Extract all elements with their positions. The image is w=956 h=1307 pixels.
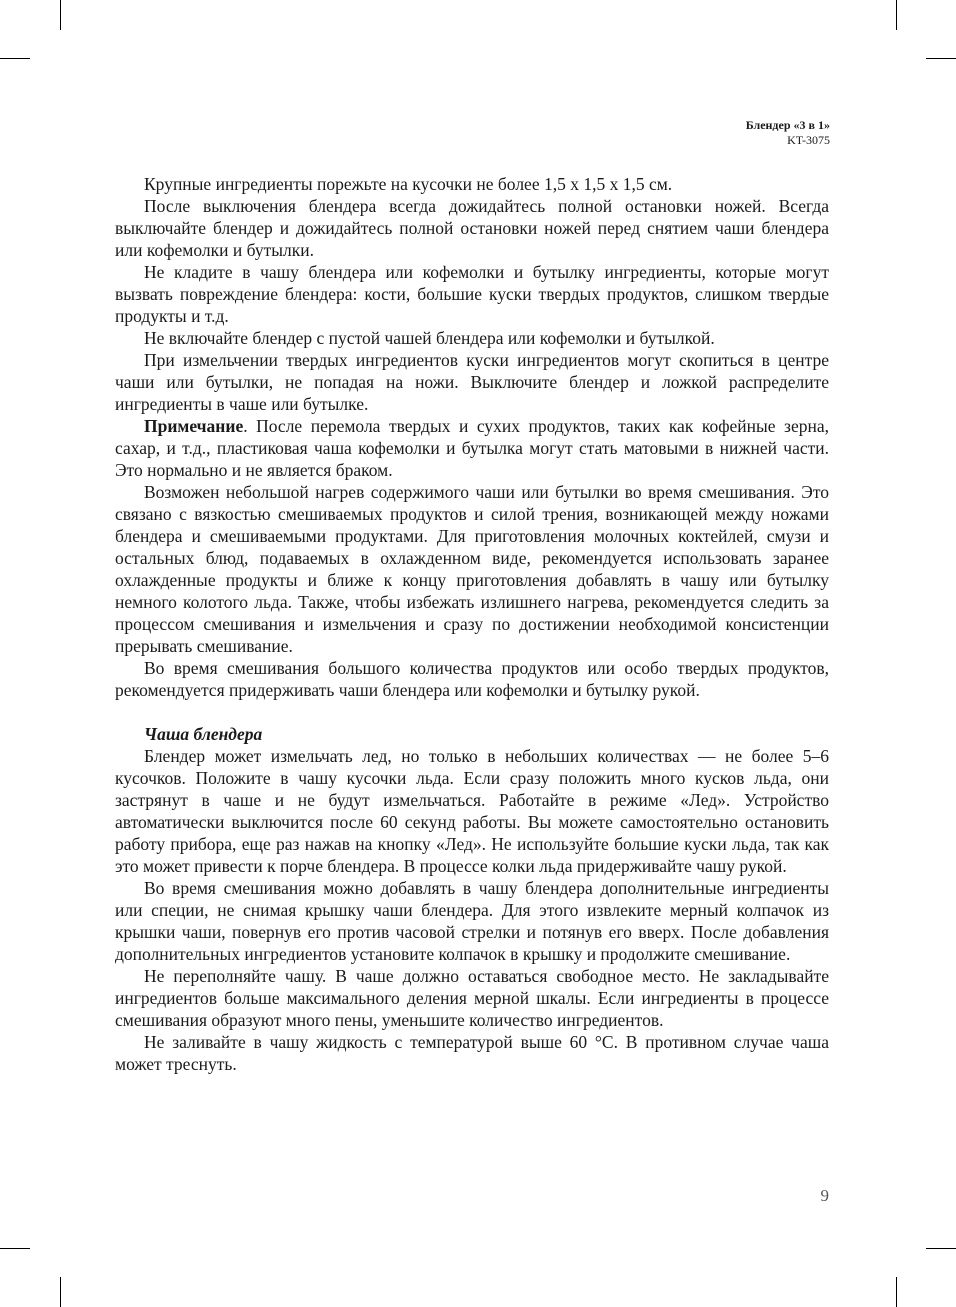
crop-mark-bottom-left bbox=[60, 1277, 61, 1307]
header-model: KT-3075 bbox=[787, 133, 830, 147]
paragraph: Крупные ингредиенты порежьте на кусочки не более 1,5 х 1,5 х 1,5 см. bbox=[144, 174, 673, 194]
crop-mark-bottom-right bbox=[896, 1277, 897, 1307]
note-label: Примечание bbox=[144, 416, 244, 436]
section-heading: Чаша блендера bbox=[144, 724, 263, 744]
page-body bbox=[115, 173, 829, 1075]
note-text: . После перемола твердых и сухих продуктов, таких как кофейные зерна, сахар, и т.д., пластиковая чаша кофемолки и бутылка могут стать матовыми в нижней части. Это нормально и не является браком. bbox=[115, 416, 829, 480]
section-paragraph: Не заливайте в чашу жидкость с температурой выше 60 °С. В противном случае чаша может треснуть. bbox=[115, 1032, 829, 1074]
paragraph: Не кладите в чашу блендера или кофемолки и бутылку ингредиенты, которые могут вызвать повреждение блендера: кости, большие куски твердых продуктов, слишком твердые продукты и т.д. bbox=[115, 262, 829, 326]
paragraph: Не включайте блендер с пустой чашей блендера или кофемолки и бутылкой. bbox=[144, 328, 715, 348]
paragraph: При измельчении твердых ингредиентов куски ингредиентов могут скопиться в центре чаши или бутылки, не попадая на ножи. Выключите блендер и ложкой распределите ингредиенты в чаше или бутылке. bbox=[115, 350, 829, 414]
paragraph: Возможен небольшой нагрев содержимого чаши или бутылки во время смешивания. Это связано с вязкостью смешиваемых продуктов и силой трения, возникающей между ножами блендера и смешиваемыми продуктами. Для приготовления молочных коктейлей, смузи и остальных блюд, подаваемых в охлажденном виде, рекомендуется использовать заранее охлажденные продукты и ближе к концу приготовления добавлять в чашу или бутылку немного колотого льда. Также, чтобы избежать излишнего нагрева, рекомендуется следить за процессом смешивания и измельчения и сразу по достижении необходимой консистенции прерывать смешивание. bbox=[115, 482, 829, 656]
running-header bbox=[746, 118, 830, 148]
section-paragraph: Не переполняйте чашу. В чаше должно оставаться свободное место. Не закладывайте ингредиентов больше максимального деления мерной шкалы. Если ингредиенты в процессе смешивания образуют много пены, уменьшите количество ингредиентов. bbox=[115, 966, 829, 1030]
crop-mark-top-left bbox=[60, 0, 61, 30]
note-paragraph bbox=[115, 415, 829, 481]
crop-mark-bottom-right-h bbox=[926, 1248, 956, 1249]
crop-mark-top-right-h bbox=[926, 58, 956, 59]
section-paragraph: Блендер может измельчать лед, но только в небольших количествах — не более 5–6 кусочков. Положите в чашу кусочки льда. Если сразу положить много кусков льда, они застрянут в чаше и не будут измельчаться. Работайте в режиме «Лед». Устройство автоматически выключится после 60 секунд работы. Вы можете самостоятельно остановить работу прибора, еще раз нажав на кнопку «Лед». Не используйте большие куски льда, так как это может привести к порче блендера. В процессе колки льда придерживайте чашу рукой. bbox=[115, 746, 829, 876]
paragraph: Во время смешивания большого количества продуктов или особо твердых продуктов, рекомендуется придерживать чаши блендера или кофемолки и бутылку рукой. bbox=[115, 658, 829, 700]
crop-mark-top-left-h bbox=[0, 58, 30, 59]
page-number: 9 bbox=[820, 1186, 829, 1205]
crop-mark-bottom-left-h bbox=[0, 1248, 30, 1249]
paragraph: После выключения блендера всегда дожидайтесь полной остановки ножей. Всегда выключайте блендер и дожидайтесь полной остановки ножей перед снятием чаши блендера или кофемолки и бутылки. bbox=[115, 196, 829, 260]
header-title: Блендер «3 в 1» bbox=[745, 118, 830, 132]
section-paragraph: Во время смешивания можно добавлять в чашу блендера дополнительные ингредиенты или специи, не снимая крышку чаши блендера. Для этого извлеките мерный колпачок из крышки чаши, повернув его против часовой стрелки и потянув его вверх. После добавления дополнительных ингредиентов установите колпачок в крышку и продолжите смешивание. bbox=[115, 878, 829, 964]
crop-mark-top-right bbox=[896, 0, 897, 30]
